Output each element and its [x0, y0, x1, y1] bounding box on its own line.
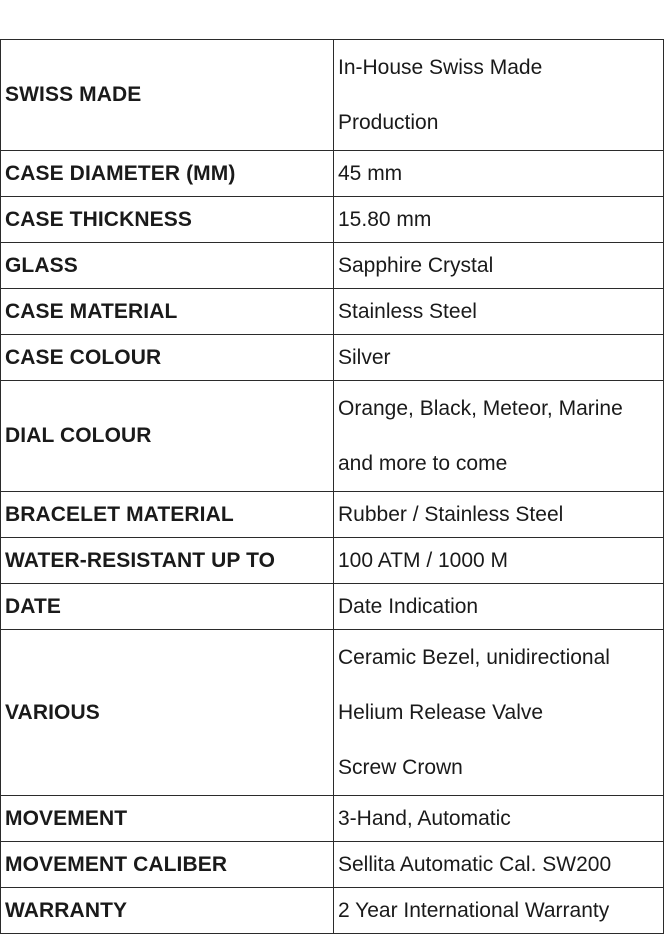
spec-label: DATE	[1, 584, 334, 630]
spec-value-line: Production	[338, 111, 439, 134]
spec-label: GLASS	[1, 243, 334, 289]
spec-value-line: Stainless Steel	[338, 299, 477, 323]
spec-label: CASE DIAMETER (MM)	[1, 151, 334, 197]
spec-value	[334, 151, 664, 197]
spec-value	[334, 630, 664, 796]
spec-label: WATER-RESISTANT UP TO	[1, 538, 334, 584]
spec-label: CASE COLOUR	[1, 335, 334, 381]
spec-label: VARIOUS	[1, 630, 334, 796]
spec-row-water-resistant	[1, 538, 664, 584]
spec-value-line: Ceramic Bezel, unidirectional	[338, 646, 610, 669]
spec-value-line: Sellita Automatic Cal. SW200	[338, 852, 612, 876]
spec-label: MOVEMENT CALIBER	[1, 842, 334, 888]
spec-value-line: Silver	[338, 345, 391, 369]
spec-value-line: Helium Release Valve	[338, 701, 544, 724]
spec-label: CASE MATERIAL	[1, 289, 334, 335]
spec-value	[334, 335, 664, 381]
spec-label: BRACELET MATERIAL	[1, 492, 334, 538]
spec-row-glass	[1, 243, 664, 289]
spec-value	[334, 197, 664, 243]
spec-value	[334, 381, 664, 492]
spec-value-line: 45 mm	[338, 161, 403, 185]
spec-row-date	[1, 584, 664, 630]
spec-value-line: 3-Hand, Automatic	[338, 806, 511, 830]
spec-value	[334, 888, 664, 934]
spec-value-line: and more to come	[338, 452, 508, 475]
spec-row-movement-caliber	[1, 842, 664, 888]
spec-row-dial-colour	[1, 381, 664, 492]
spec-row-case-colour	[1, 335, 664, 381]
spec-value-line: Date Indication	[338, 594, 479, 618]
spec-label: MOVEMENT	[1, 796, 334, 842]
spec-row-warranty	[1, 888, 664, 934]
spec-value	[334, 492, 664, 538]
spec-row-movement	[1, 796, 664, 842]
spec-row-swiss-made	[1, 40, 664, 151]
spec-row-bracelet-material	[1, 492, 664, 538]
spec-label: DIAL COLOUR	[1, 381, 334, 492]
spec-value	[334, 842, 664, 888]
spec-value	[334, 40, 664, 151]
spec-row-various	[1, 630, 664, 796]
spec-value-line: 100 ATM / 1000 M	[338, 548, 509, 572]
spec-value	[334, 538, 664, 584]
spec-value	[334, 243, 664, 289]
spec-row-case-material	[1, 289, 664, 335]
spec-value-line: Screw Crown	[338, 756, 463, 779]
spec-value-line: In-House Swiss Made	[338, 56, 543, 79]
spec-value	[334, 289, 664, 335]
spec-label: SWISS MADE	[1, 40, 334, 151]
spec-value	[334, 796, 664, 842]
spec-label: CASE THICKNESS	[1, 197, 334, 243]
spec-value	[334, 584, 664, 630]
spec-label: WARRANTY	[1, 888, 334, 934]
spec-row-case-diameter	[1, 151, 664, 197]
spec-value-line: Rubber / Stainless Steel	[338, 502, 564, 526]
spec-table	[0, 39, 664, 934]
spec-row-case-thickness	[1, 197, 664, 243]
spec-value-line: Orange, Black, Meteor, Marine	[338, 397, 623, 420]
spec-value-line: 15.80 mm	[338, 207, 432, 231]
spec-value-line: Sapphire Crystal	[338, 253, 494, 277]
spec-value-line: 2 Year International Warranty	[338, 898, 610, 922]
